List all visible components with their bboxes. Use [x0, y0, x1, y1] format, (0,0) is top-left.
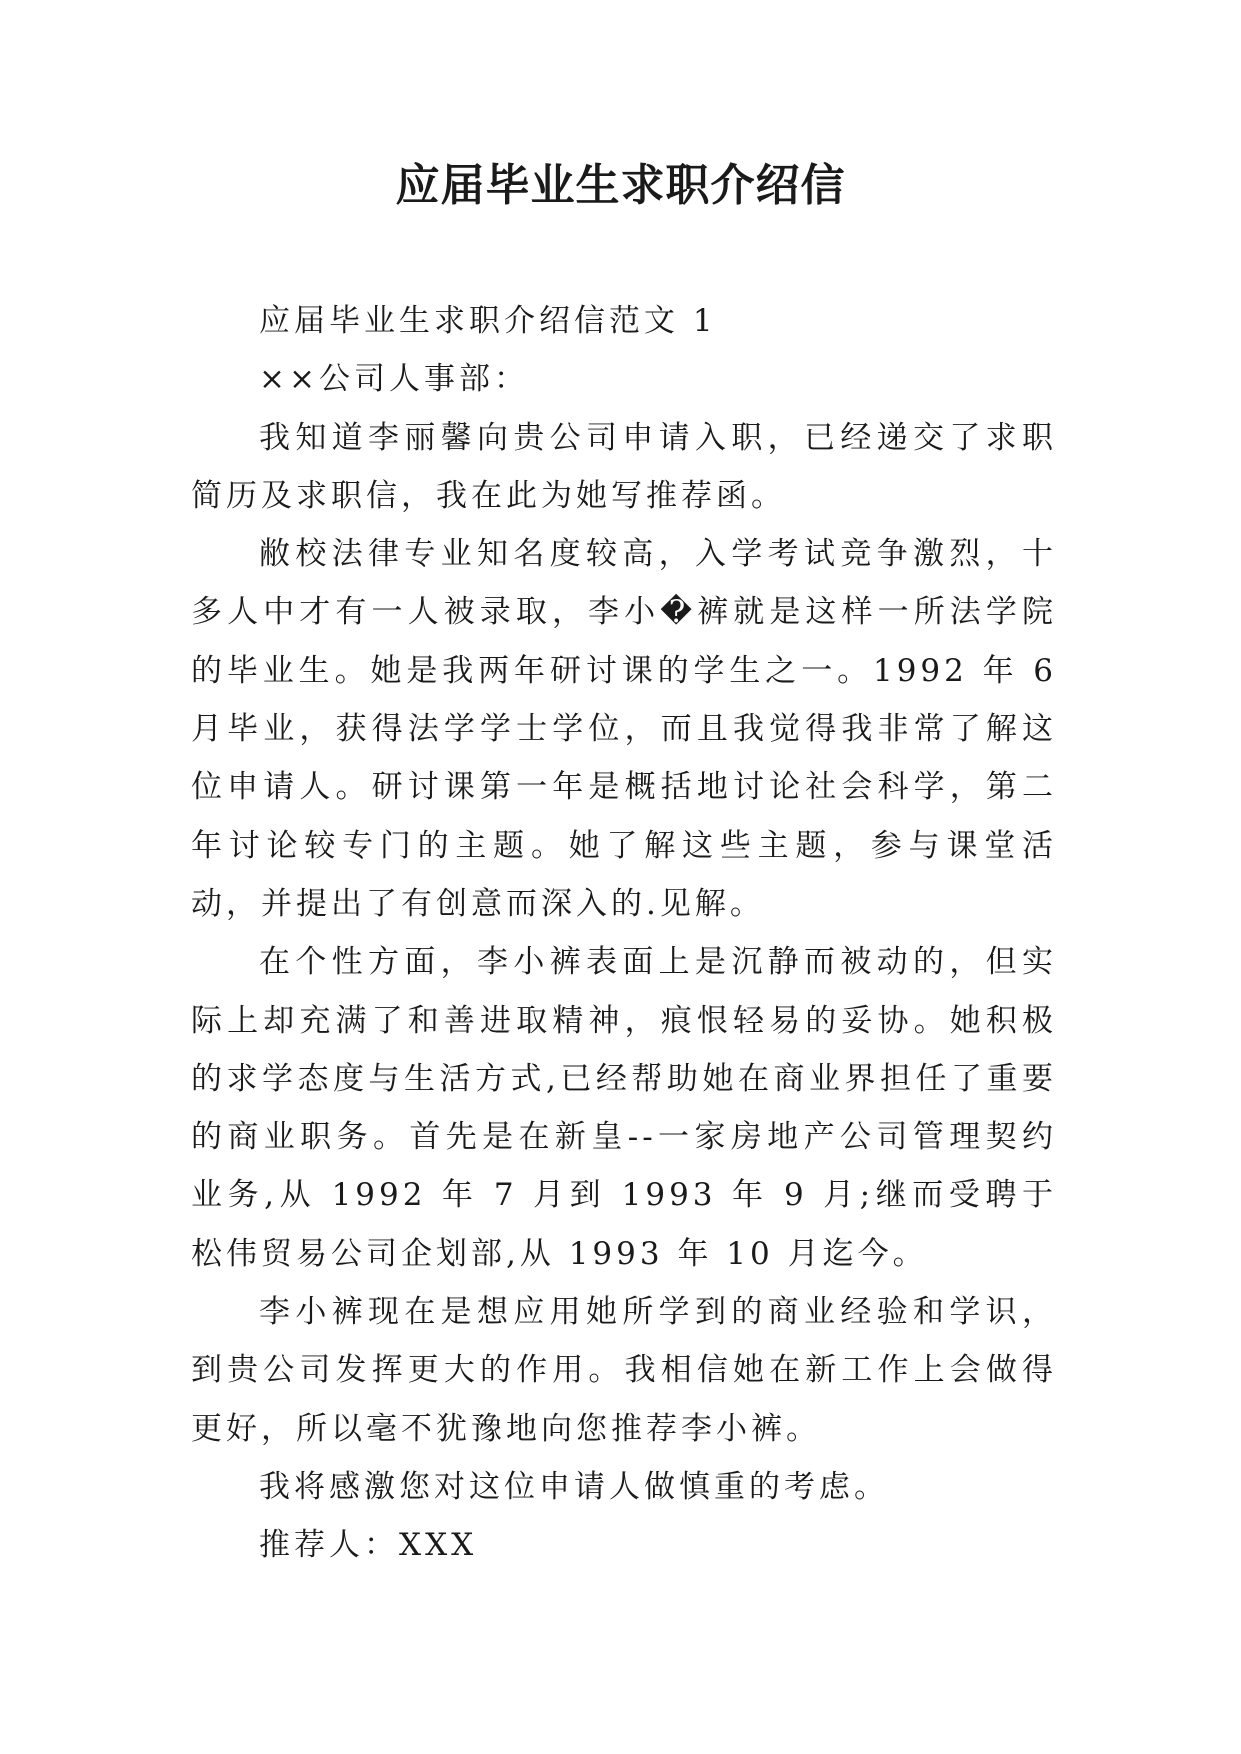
letter-paragraph: 敝校法律专业知名度较高，入学考试竞争激烈，十多人中才有一人被录取，李小�裤就是这样一所法学院的毕业生。她是我两年研讨课的学生之一。1992 年 6 月毕业，获得法学学士学位，而且我觉得我非常了解这位申请人。研讨课第一年是概括地讨论社会科学，第二年讨论较专门的主题。她了解这些主题，参与课堂活动，并提出了有创意而深入的.见解。	[191, 536, 1057, 922]
letter-paragraph: 在个性方面，李小裤表面上是沉静而被动的，但实际上却充满了和善进取精神，痕恨轻易的妥协。她积极的求学态度与生活方式,已经帮助她在商业界担任了重要的商业职务。首先是在新皇--一家房地产公司管理契约业务,从 1992 年 7 月到 1993 年 9 月;继而受聘于松伟贸易公司企划部,从 1993 年 10 月迄今。	[191, 944, 1057, 1272]
letter-body	[191, 292, 1057, 1575]
letter-paragraph: 我知道李丽馨向贵公司申请入职，已经递交了求职简历及求职信，我在此为她写推荐函。	[191, 419, 1057, 514]
letter-paragraph: 李小裤现在是想应用她所学到的商业经验和学识，到贵公司发挥更大的作用。我相信她在新工作上会做得更好，所以毫不犹豫地向您推荐李小裤。	[191, 1294, 1057, 1447]
letter-heading: 应届毕业生求职介绍信范文 1	[259, 303, 717, 339]
letter-closing: 我将感激您对这位申请人做慎重的考虑。	[259, 1468, 889, 1505]
letter-signature: 推荐人：XXX	[259, 1527, 478, 1564]
document-title: 应届毕业生求职介绍信	[395, 160, 846, 211]
letter-salutation: ××公司人事部：	[259, 361, 529, 398]
